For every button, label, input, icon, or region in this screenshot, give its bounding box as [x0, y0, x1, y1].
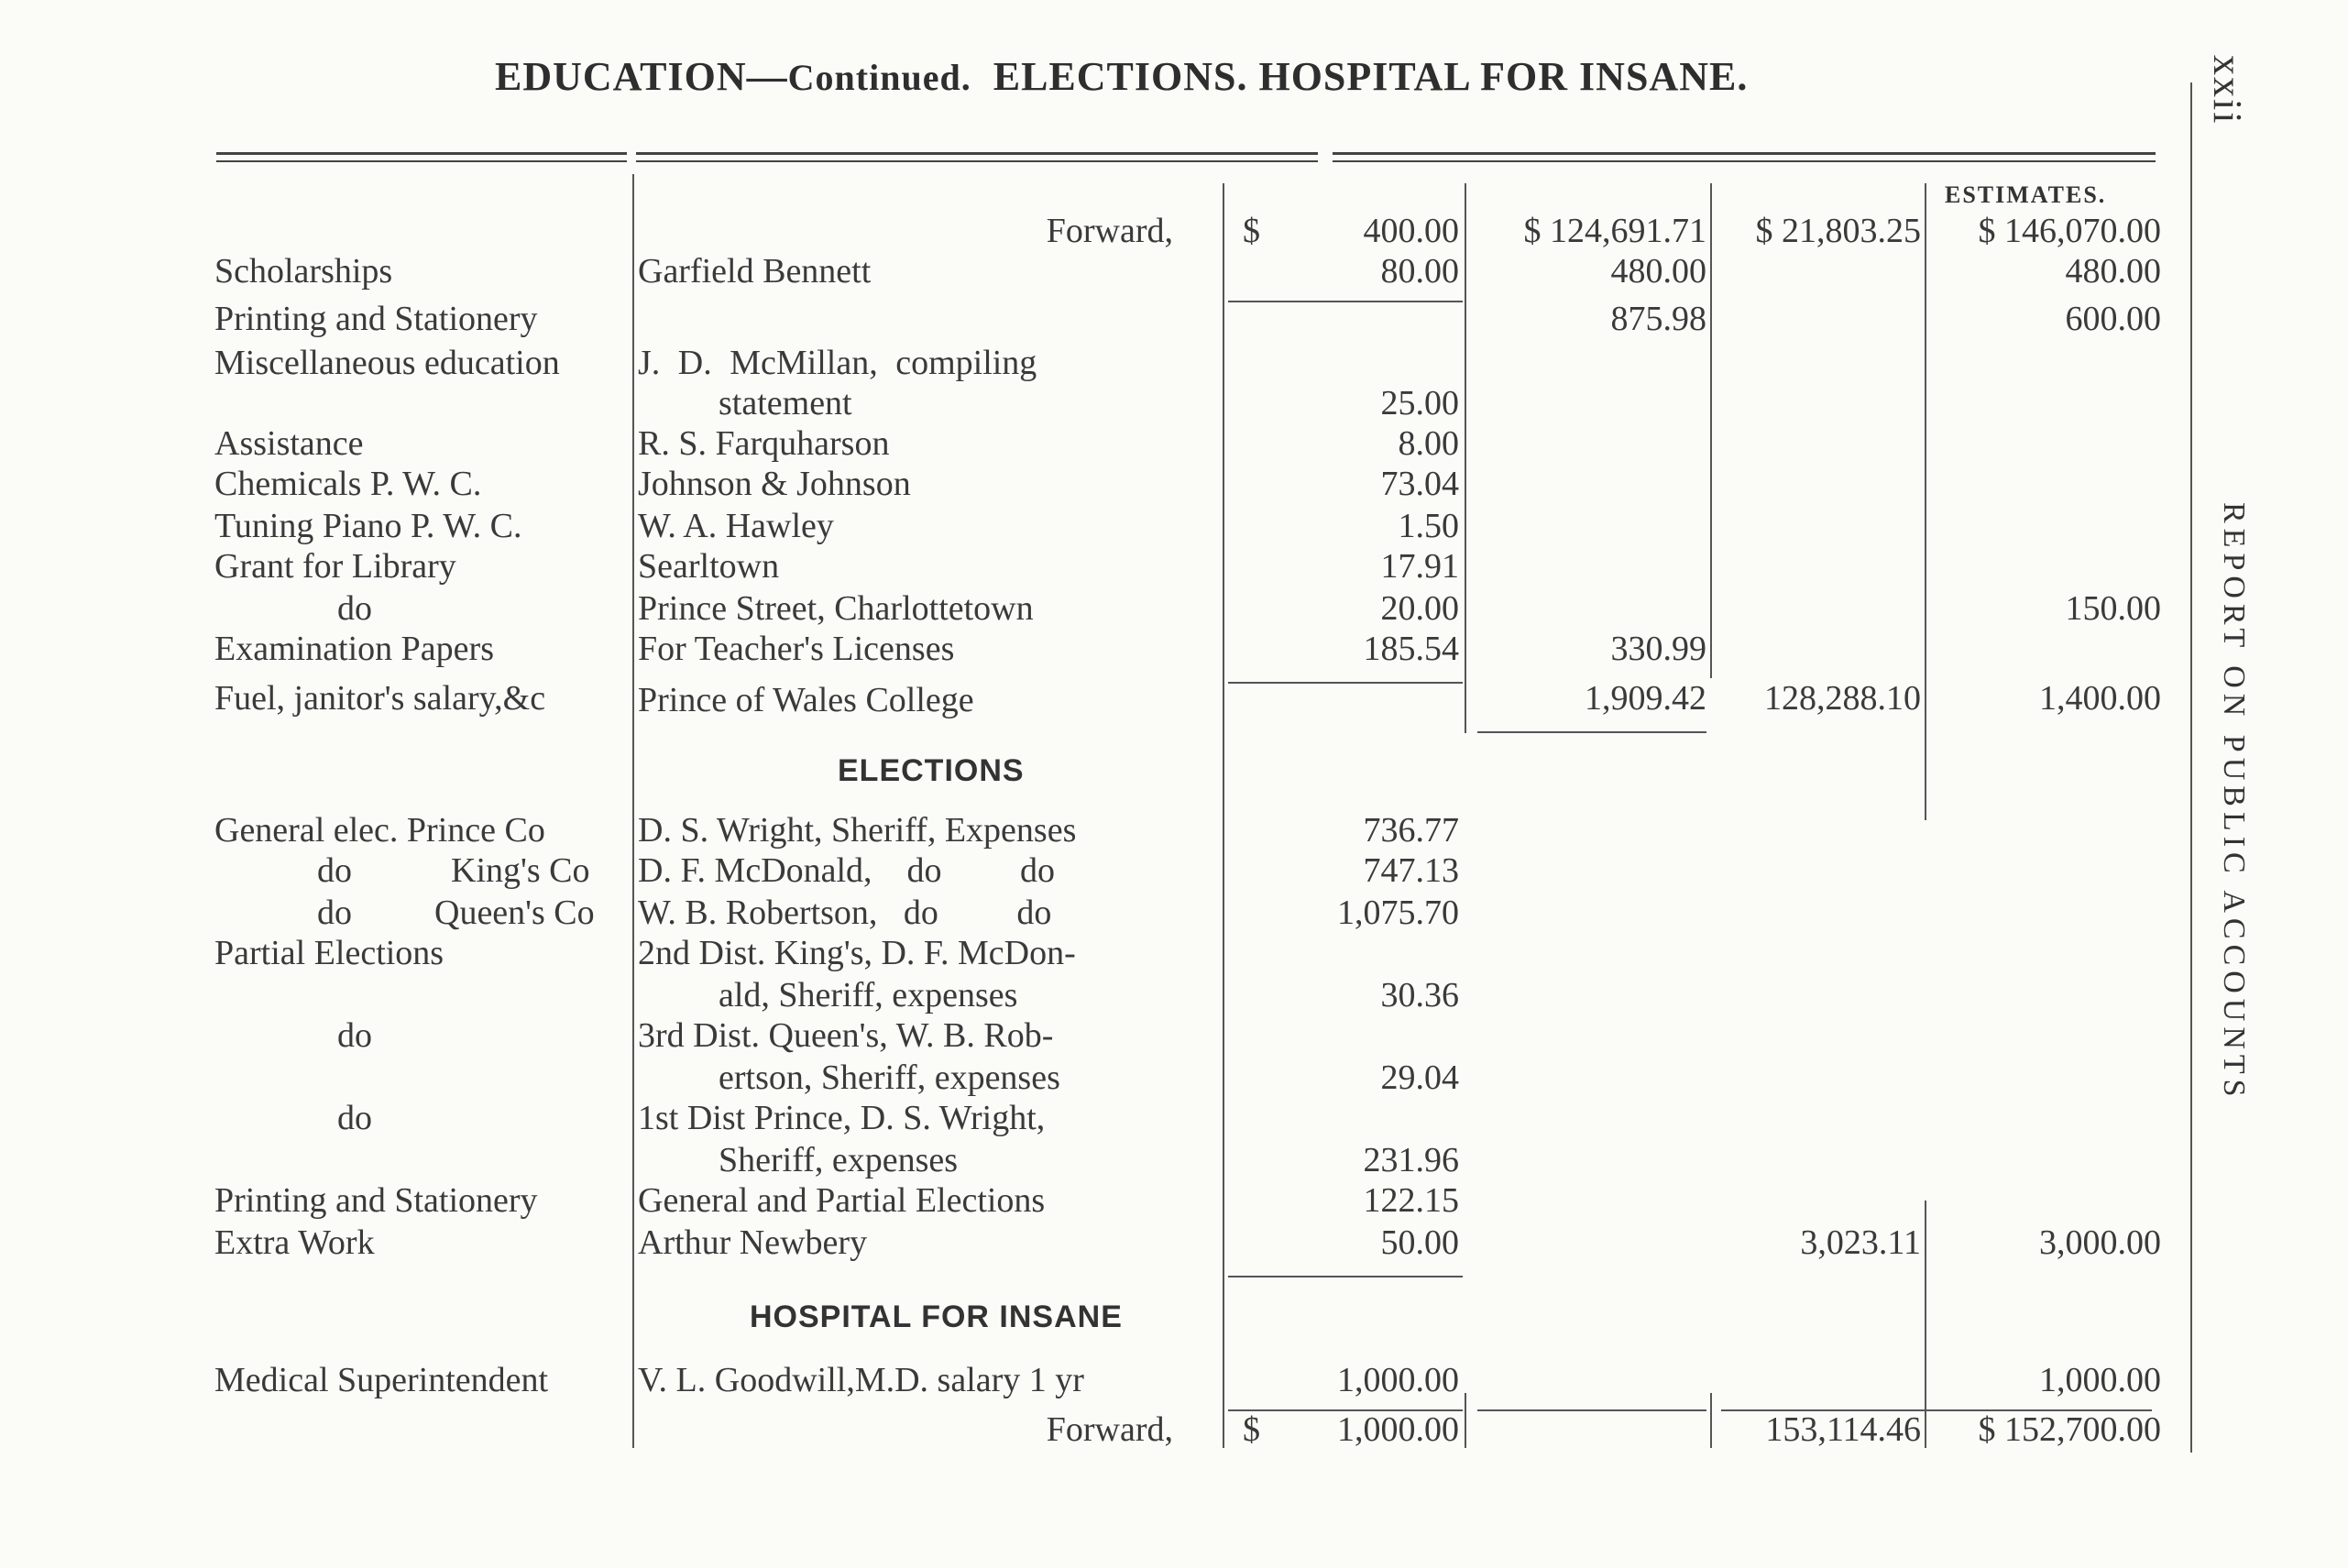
- row-amount: 8.00: [1398, 424, 1459, 463]
- forward-label-bottom: Forward,: [1046, 1410, 1173, 1449]
- row-item-sub: Queen's Co: [434, 894, 595, 932]
- forward-col4-top: $ 146,070.00: [1978, 212, 2161, 250]
- underline-fuel: [1477, 731, 1706, 733]
- row-item: Partial Elections: [214, 934, 444, 972]
- row-amount: 73.04: [1380, 465, 1459, 503]
- top-rule-right: [1333, 152, 2156, 162]
- row-item: do: [337, 1099, 372, 1137]
- top-rule-left: [216, 152, 627, 162]
- row-payee: 2nd Dist. King's, D. F. McDon-: [638, 934, 1076, 972]
- underline-scholarships: [1228, 301, 1463, 302]
- estimates-label: ESTIMATES.: [1945, 181, 2107, 208]
- row-payee: 1st Dist Prince, D. S. Wright,: [638, 1099, 1046, 1137]
- underline-medical-total: [1477, 1409, 1706, 1411]
- row-item: Fuel, janitor's salary,&c: [214, 679, 546, 718]
- row-total: 480.00: [1610, 252, 1706, 291]
- row-estimate: 1,000.00: [2039, 1361, 2161, 1399]
- forward-col4-bottom: $ 152,700.00: [1978, 1410, 2161, 1449]
- top-rule-middle: [636, 152, 1318, 162]
- row-item: Assistance: [214, 424, 364, 463]
- page-number: xxii: [2205, 55, 2250, 126]
- row-amount: 17.91: [1380, 547, 1459, 586]
- row-payee: Arthur Newbery: [638, 1223, 868, 1262]
- forward-col2-top: $ 124,691.71: [1523, 212, 1706, 250]
- row-payee: D. S. Wright, Sheriff, Expenses: [638, 811, 1077, 850]
- row-subtotal: 128,288.10: [1764, 679, 1921, 718]
- row-amount: 80.00: [1380, 252, 1459, 291]
- row-item: Printing and Stationery: [214, 1181, 538, 1220]
- row-item: do: [317, 851, 352, 890]
- row-subtotal: 3,023.11: [1800, 1223, 1921, 1262]
- row-payee: V. L. Goodwill,M.D. salary 1 yr: [638, 1361, 1084, 1399]
- row-amount: 1.50: [1398, 507, 1459, 545]
- row-estimate: 150.00: [2065, 589, 2161, 628]
- page-edge-rule: [2190, 82, 2192, 1453]
- row-item: Extra Work: [214, 1223, 375, 1262]
- header-education: EDUCATION—: [495, 54, 788, 99]
- section-heading-elections: ELECTIONS: [838, 753, 1025, 788]
- forward-dollar-top: $: [1243, 212, 1260, 250]
- row-payee-cont: ertson, Sheriff, expenses: [719, 1058, 1060, 1097]
- row-payee: General and Partial Elections: [638, 1181, 1046, 1220]
- row-payee: J. D. McMillan, compiling: [638, 344, 1037, 382]
- row-payee: 3rd Dist. Queen's, W. B. Rob-: [638, 1016, 1054, 1055]
- row-total: 330.99: [1610, 630, 1706, 668]
- row-payee: W. A. Hawley: [638, 507, 834, 545]
- row-item: Printing and Stationery: [214, 300, 538, 338]
- row-payee: Prince Street, Charlottetown: [638, 589, 1034, 628]
- row-payee: For Teacher's Licenses: [638, 630, 955, 668]
- column-rule-total-a: [1710, 183, 1712, 678]
- underline-exam: [1228, 682, 1463, 684]
- forward-dollar-bottom: $: [1243, 1410, 1260, 1449]
- row-amount: 50.00: [1380, 1223, 1459, 1262]
- forward-col1-top: 400.00: [1363, 212, 1459, 250]
- row-item: do: [317, 894, 352, 932]
- row-item: Tuning Piano P. W. C.: [214, 507, 522, 545]
- underline-extra: [1228, 1276, 1463, 1277]
- row-estimate: 1,400.00: [2039, 679, 2161, 718]
- row-item: do: [337, 1016, 372, 1055]
- forward-label-top: Forward,: [1046, 212, 1173, 250]
- row-payee: W. B. Robertson, do do: [638, 894, 1052, 932]
- header-sections: ELECTIONS. HOSPITAL FOR INSANE.: [993, 54, 1749, 99]
- row-amount: 747.13: [1363, 851, 1459, 890]
- row-payee: Johnson & Johnson: [638, 465, 911, 503]
- row-payee-cont: Sheriff, expenses: [719, 1141, 959, 1179]
- row-item-sub: King's Co: [451, 851, 590, 890]
- header-continued: Continued.: [787, 57, 971, 98]
- row-amount: 122.15: [1363, 1181, 1459, 1220]
- column-rule-amount-b: [1465, 1393, 1466, 1448]
- forward-col3-top: $ 21,803.25: [1755, 212, 1921, 250]
- row-payee-cont: ald, Sheriff, expenses: [719, 976, 1018, 1014]
- row-payee: R. S. Farquharson: [638, 424, 890, 463]
- row-total: 1,909.42: [1585, 679, 1706, 718]
- page-header: [495, 53, 1888, 100]
- row-estimate: 3,000.00: [2039, 1223, 2161, 1262]
- row-item: do: [337, 589, 372, 628]
- row-amount: 20.00: [1380, 589, 1459, 628]
- row-amount: 25.00: [1380, 384, 1459, 422]
- row-amount: 185.54: [1363, 630, 1459, 668]
- row-item: General elec. Prince Co: [214, 811, 545, 850]
- section-heading-hospital: HOSPITAL FOR INSANE: [750, 1299, 1123, 1334]
- row-amount: 30.36: [1380, 976, 1459, 1014]
- row-amount: 29.04: [1380, 1058, 1459, 1097]
- row-amount: 1,075.70: [1337, 894, 1459, 932]
- row-item: Medical Superintendent: [214, 1361, 549, 1399]
- row-payee: Searltown: [638, 547, 780, 586]
- row-amount: 231.96: [1363, 1141, 1459, 1179]
- row-item: Examination Papers: [214, 630, 494, 668]
- row-item: Miscellaneous education: [214, 344, 560, 382]
- row-item: Chemicals P. W. C.: [214, 465, 482, 503]
- side-running-title: REPORT ON PUBLIC ACCOUNTS: [2217, 502, 2251, 1102]
- column-rule-payee: [1223, 183, 1224, 1448]
- forward-col1-bottom: 1,000.00: [1337, 1410, 1459, 1449]
- column-rule-item: [632, 174, 634, 1448]
- row-payee: Prince of Wales College: [638, 681, 974, 719]
- row-amount: 736.77: [1363, 811, 1459, 850]
- row-item: Grant for Library: [214, 547, 456, 586]
- row-amount: 1,000.00: [1337, 1361, 1459, 1399]
- forward-col3-bottom: 153,114.46: [1765, 1410, 1921, 1449]
- row-payee-cont: statement: [719, 384, 852, 422]
- row-payee: Garfield Bennett: [638, 252, 872, 291]
- row-estimate: 600.00: [2065, 300, 2161, 338]
- row-payee: D. F. McDonald, do do: [638, 851, 1056, 890]
- row-item: Scholarships: [214, 252, 393, 291]
- row-estimate: 480.00: [2065, 252, 2161, 291]
- row-total: 875.98: [1610, 300, 1706, 338]
